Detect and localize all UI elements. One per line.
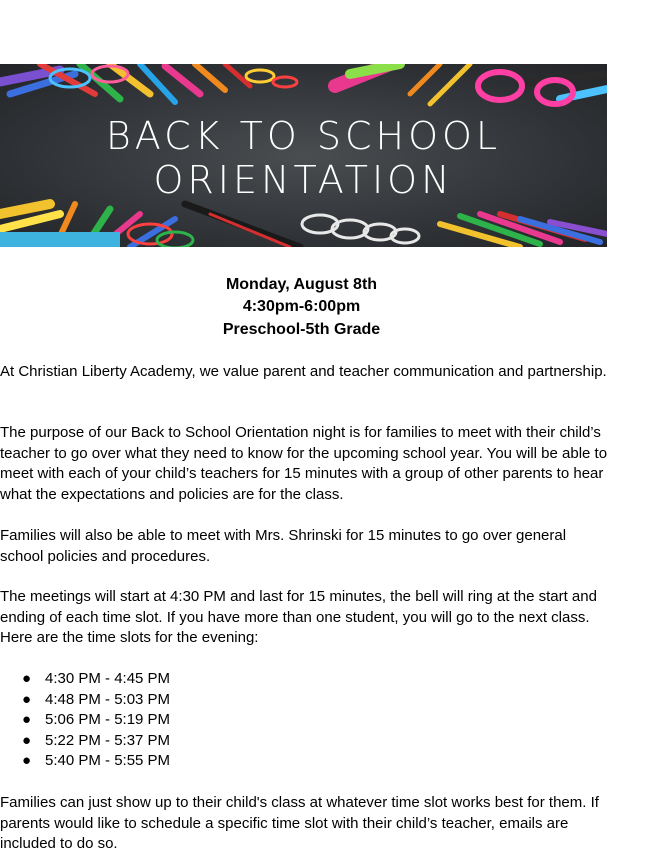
list-item — [0, 731, 170, 752]
purpose-paragraph: The purpose of our Back to School Orientation night is for families to meet with their child’s teacher to go over what they need to know for the upcoming school year. You will be able to meet with each of your child’s teachers for 15 minutes with a group of other parents to hear what the expectations and policies are for the class. — [0, 424, 608, 503]
event-time: 4:30pm-6:00pm — [242, 298, 361, 315]
list-item — [0, 710, 170, 731]
meeting-schedule-paragraph: The meetings will start at 4:30 PM and last for 15 minutes, the bell will ring at the start and ending of each time slot. If you have more than one student, you will go to the next class. Here are the time slots for the evening: — [0, 588, 597, 647]
bullet-icon: ● — [22, 731, 32, 749]
event-grades: Preschool-5th Grade — [222, 321, 381, 338]
banner-title-line2: ORIENTATION — [153, 158, 454, 202]
event-date: Monday, August 8th — [225, 276, 378, 293]
bullet-icon: ● — [22, 752, 32, 770]
time-slot-text: 5:40 PM - 5:55 PM — [45, 752, 171, 770]
bullet-icon: ● — [22, 690, 32, 708]
closing-paragraph: Families can just show up to their child's class at whatever time slot works best for them. If parents would like to schedule a specific time slot with their child’s teacher, emails are included to do so. — [0, 794, 599, 853]
time-slot-text: 5:06 PM - 5:19 PM — [45, 711, 171, 729]
list-item — [0, 690, 170, 711]
intro-paragraph: At Christian Liberty Academy, we value parent and teacher communication and partnership. — [0, 363, 607, 380]
time-slot-list — [0, 669, 170, 772]
banner-title-line1: BACK TO SCHOOL — [105, 114, 502, 158]
time-slot-text: 5:22 PM - 5:37 PM — [45, 731, 171, 749]
time-slot-text: 4:48 PM - 5:03 PM — [45, 690, 171, 708]
list-item — [0, 669, 170, 690]
principal-meeting-paragraph: Families will also be able to meet with Mrs. Shrinski for 15 minutes to go over general school policies and procedures. — [0, 527, 567, 565]
bullet-icon: ● — [22, 670, 32, 687]
time-slot-text: 4:30 PM - 4:45 PM — [45, 670, 171, 687]
banner-image — [0, 64, 607, 247]
list-item — [0, 751, 170, 772]
bullet-icon: ● — [22, 711, 32, 729]
